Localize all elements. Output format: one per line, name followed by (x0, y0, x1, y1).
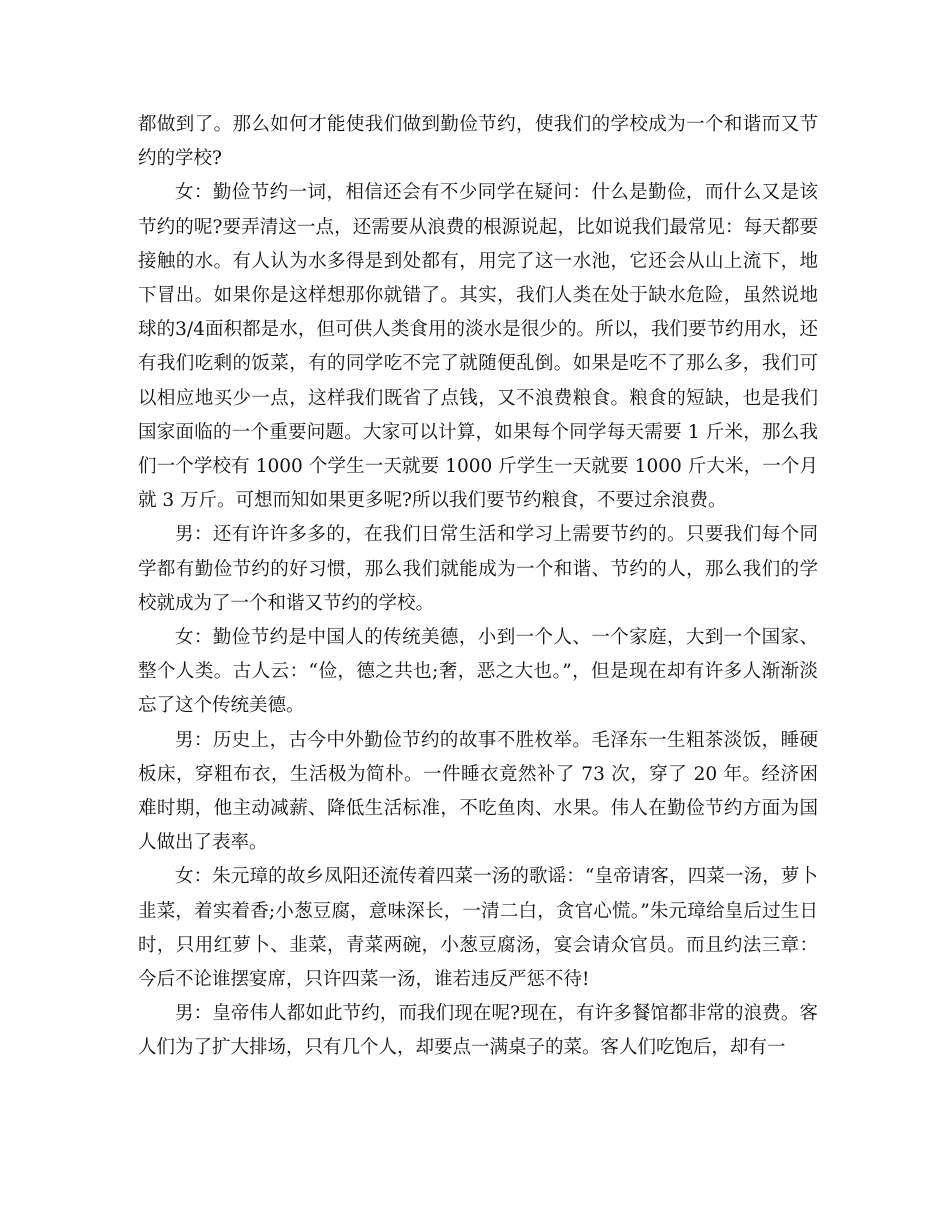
paragraph-continuation: 都做到了。那么如何才能使我们做到勤俭节约，使我们的学校成为一个和谐而又节约的学校? (138, 114, 818, 170)
paragraph-male-history: 男：历史上，古今中外勤俭节约的故事不胜枚举。毛泽东一生粗茶淡饭，睡硬板床，穿粗布衣，生活极为简朴。一件睡衣竟然补了 73 次，穿了 20 年。经济困难时期，他主动减薪、降低生活标准，不吃鱼肉、水果。伟人在勤俭节约方面为国人做出了表率。 (138, 729, 818, 854)
paragraph-female-water-food: 女：勤俭节约一词，相信还会有不少同学在疑问：什么是勤俭，而什么又是该节约的呢?要弄清这一点，还需要从浪费的根源说起，比如说我们最常见：每天都要接触的水。有人认为水多得是到处都有，用完了这一水池，它还会从山上流下，地下冒出。如果你是这样想那你就错了。其实，我们人类在处于缺水危险，虽然说地球的3/4面积都是水，但可供人类食用的淡水是很少的。所以，我们要节约用水，还有我们吃剩的饭菜，有的同学吃不完了就随便乱倒。如果是吃不了那么多，我们可以相应地买少一点，这样我们既省了点钱，又不浪费粮食。粮食的短缺，也是我们国家面临的一个重要问题。大家可以计算，如果每个同学每天需要 1 斤米，那么我们一个学校有 1000 个学生一天就要 1000 斤学生一天就要 1000 斤大米，一个月就 3 万斤。可想而知如果更多呢?所以我们要节约粮食，不要过余浪费。 (138, 182, 818, 512)
paragraph-female-zhu-yuanzhang: 女：朱元璋的故乡凤阳还流传着四菜一汤的歌谣：“皇帝请客，四菜一汤，萝卜韭菜，着实着香;小葱豆腐，意味深长，一清二白，贪官心慌。”朱元璋给皇后过生日时，只用红萝卜、韭菜，青菜两碗，小葱豆腐汤，宴会请众官员。而且约法三章：今后不论谁摆宴席，只许四菜一汤，谁若违反严惩不待! (138, 866, 818, 991)
document-body (138, 108, 818, 1066)
paragraph-male-restaurants: 男：皇帝伟人都如此节约，而我们现在呢?现在，有许多餐馆都非常的浪费。客人们为了扩大排场，只有几个人，却要点一满桌子的菜。客人们吃饱后，却有一 (138, 1003, 818, 1059)
paragraph-male-habits: 男：还有许许多多的，在我们日常生活和学习上需要节约的。只要我们每个同学都有勤俭节约的好习惯，那么我们就能成为一个和谐、节约的人，那么我们的学校就成为了一个和谐又节约的学校。 (138, 524, 818, 614)
paragraph-female-virtue: 女：勤俭节约是中国人的传统美德，小到一个人、一个家庭，大到一个国家、整个人类。古人云：“俭，德之共也;奢，恶之大也。”，但是现在却有许多人渐渐淡忘了这个传统美德。 (138, 627, 818, 717)
